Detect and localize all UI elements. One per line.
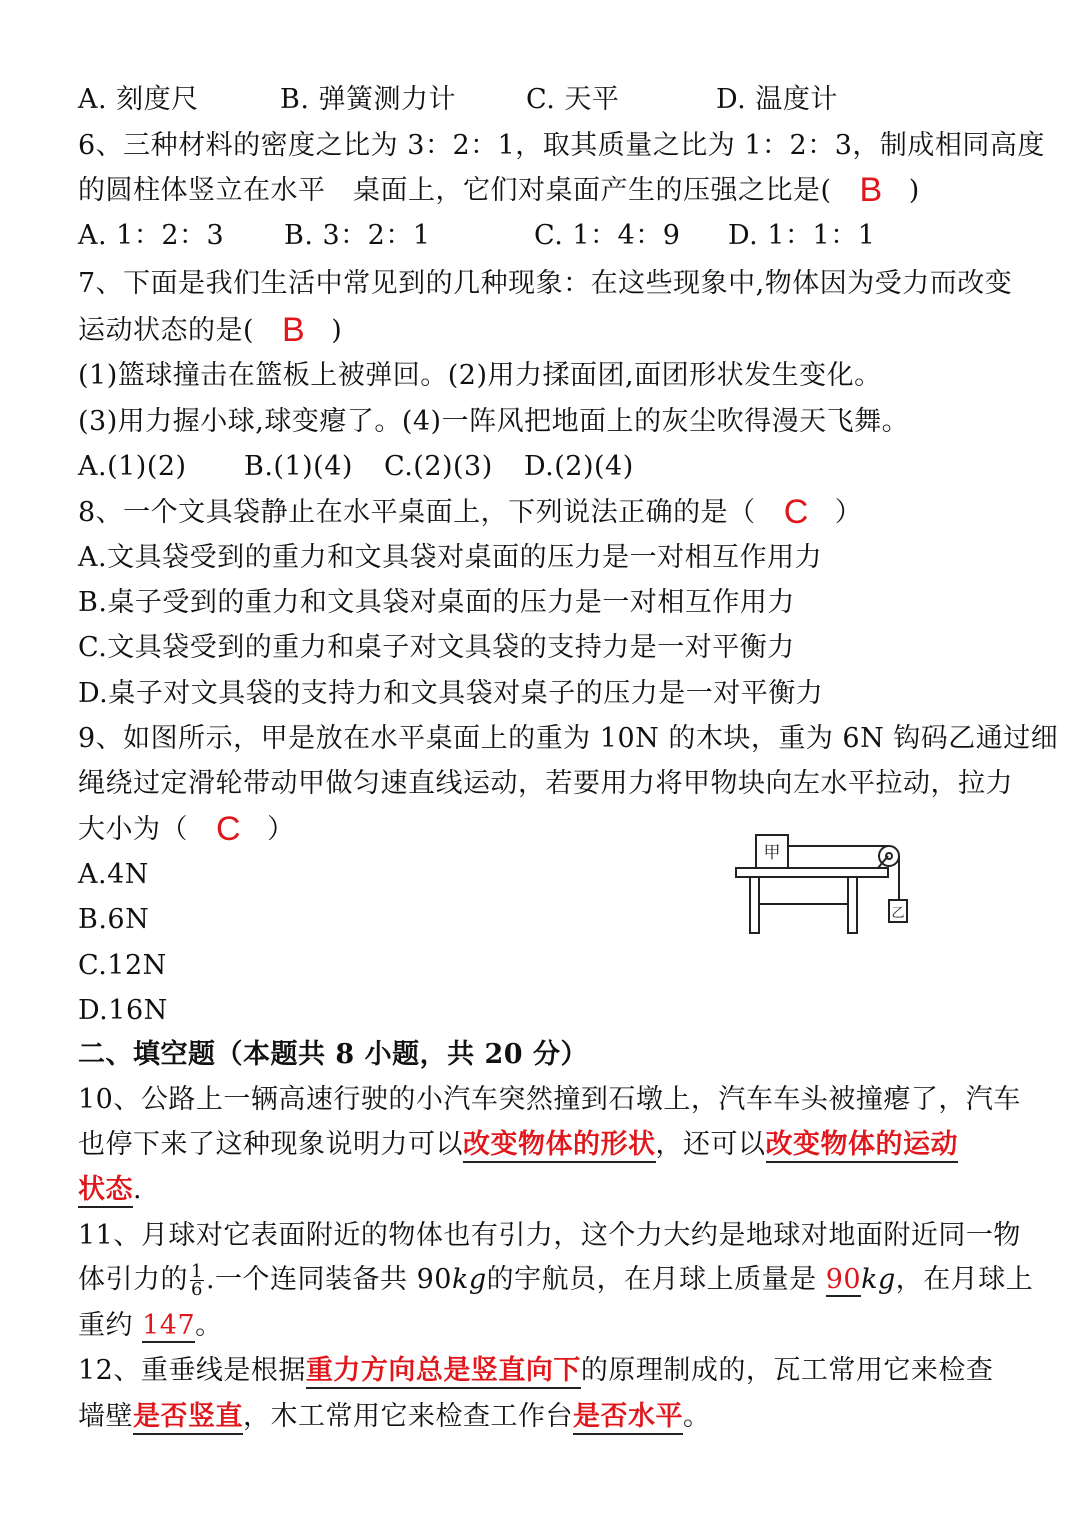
q10-line1: 10、公路上一辆高速行驶的小汽车突然撞到石墩上，汽车车头被撞瘪了，汽车 (78, 1084, 1021, 1115)
q8-close: ） (834, 497, 863, 528)
q9-stem-text: 大小为（ (78, 814, 188, 845)
table-top (736, 868, 888, 877)
q11-unit2: kg (861, 1264, 896, 1295)
q11-line3 (78, 1308, 223, 1344)
q6-close: ) (908, 175, 920, 206)
q9-close: ） (267, 814, 295, 845)
q7-option-b: B.(1)(4) (244, 451, 353, 482)
q9-option-c: C.12N (78, 950, 167, 981)
q11-line1: 11、月球对它表面附近的物体也有引力，这个力大约是地球对地面附近同一物 (78, 1220, 1021, 1251)
q10-text-pre: 也停下来了这种现象说明力可以 (78, 1129, 463, 1160)
q11-blank1: 90 (825, 1264, 862, 1295)
pulley-wheel (879, 846, 899, 866)
q10-blank2b: 状态 (78, 1174, 133, 1208)
q10-text-post: . (133, 1174, 143, 1205)
q7-option-a: A.(1)(2) (78, 451, 187, 482)
q7-option-c: C.(2)(3) (384, 451, 493, 482)
q8-option-d: D.桌子对文具袋的支持力和文具袋对桌子的压力是一对平衡力 (78, 678, 824, 709)
q7-answer: B (282, 311, 306, 349)
q8-option-b: B.桌子受到的重力和文具袋对桌面的压力是一对相互作用力 (78, 587, 795, 618)
block-label: 甲 (763, 843, 781, 863)
q10-blank1: 改变物体的形状 (463, 1129, 656, 1163)
q7-stem-line2 (78, 312, 342, 349)
q7-close: ) (331, 315, 343, 346)
q6-option-c: C. 1：4：9 (534, 220, 681, 251)
q6-stem-text: 的圆柱体竖立在水平 桌面上，它们对桌面产生的压强之比是( (78, 175, 832, 206)
q11-text-mid2: 的宇航员，在月球上质量是 (486, 1264, 826, 1295)
q7-stem-line1: 7、下面是我们生活中常见到的几种现象：在这些现象中,物体因为受力而改变 (78, 268, 1013, 299)
q11-blank2: 147 (142, 1310, 196, 1341)
pulley-axle (886, 853, 892, 859)
q11-text-mid: .一个连同装备共 90 (205, 1264, 452, 1295)
q9-stem-line2: 绳绕过定滑轮带动甲做匀速直线运动，若要用力将甲物块向左水平拉动，拉力 (78, 768, 1013, 799)
q12-blank2: 是否竖直 (133, 1401, 243, 1435)
q11-text-pre: 体引力的 (78, 1264, 188, 1295)
section2-heading: 二、填空题（本题共 8 小题，共 20 分） (78, 1039, 588, 1070)
q12-text-mid2: ，木工常用它来检查工作台 (243, 1401, 573, 1432)
q11-frac-num: 1 (191, 1261, 203, 1282)
q8-answer: C (783, 493, 809, 531)
q10-blank2a: 改变物体的运动 (766, 1129, 959, 1163)
q9-stem-line1: 9、如图所示，甲是放在水平桌面上的重为 10N 的木块，重为 6N 钩码乙通过细 (78, 723, 1059, 754)
q12-blank3: 是否水平 (573, 1401, 683, 1435)
q6-stem-line1: 6、三种材料的密度之比为 3：2：1，取其质量之比为 1：2：3，制成相同高度 (78, 130, 1045, 161)
q12-blank1: 重力方向总是竖直向下 (306, 1355, 581, 1389)
q5-option-d: D. 温度计 (716, 84, 838, 115)
q10-text-mid: ，还可以 (655, 1129, 766, 1160)
q10-line3 (78, 1172, 142, 1208)
table-leg-right (848, 877, 857, 933)
q12-text-pre2: 墙壁 (78, 1401, 133, 1432)
q11-fraction (190, 1263, 204, 1298)
q7-option-d: D.(2)(4) (524, 451, 634, 482)
q11-text-pre3: 重约 (78, 1310, 143, 1341)
q11-unit1: kg (451, 1264, 487, 1295)
q12-text-post2: 。 (683, 1401, 711, 1432)
q5-option-a: A. 刻度尺 (78, 84, 199, 115)
q10-line2 (78, 1127, 958, 1163)
table-leg-left (750, 877, 759, 933)
q12-line2 (78, 1399, 711, 1435)
q11-line2 (78, 1262, 1033, 1298)
q9-option-a: A.4N (78, 859, 149, 890)
q12-text-pre: 12、重垂线是根据 (78, 1355, 306, 1386)
q9-stem-line3 (78, 811, 295, 848)
pulley-table-figure (728, 828, 918, 938)
q12-text-post: 的原理制成的，瓦工常用它来检查 (580, 1355, 994, 1386)
q8-option-a: A.文具袋受到的重力和文具袋对桌面的压力是一对相互作用力 (78, 542, 823, 573)
q6-option-b: B. 3：2：1 (284, 220, 431, 251)
q6-answer: B (859, 171, 883, 209)
weight-label: 乙 (891, 906, 905, 921)
q6-option-d: D. 1：1：1 (728, 220, 876, 251)
q5-option-b: B. 弹簧测力计 (280, 84, 457, 115)
q12-line1 (78, 1353, 993, 1389)
q6-stem-line2 (78, 172, 920, 209)
q6-option-a: A. 1：2：3 (78, 220, 225, 251)
q9-option-b: B.6N (78, 904, 150, 935)
q8-stem-text: 8、一个文具袋静止在水平桌面上，下列说法正确的是（ (78, 497, 756, 528)
q8-stem (78, 494, 862, 531)
q11-frac-den: 6 (191, 1279, 203, 1300)
q7-items-1-2: (1)篮球撞击在篮板上被弹回。(2)用力揉面团,面团形状发生变化。 (78, 360, 882, 391)
q9-answer: C (216, 810, 242, 848)
q11-text-post3: 。 (195, 1310, 223, 1341)
q8-option-c: C.文具袋受到的重力和桌子对文具袋的支持力是一对平衡力 (78, 632, 795, 663)
q7-items-3-4: (3)用力握小球,球变瘪了。(4)一阵风把地面上的灰尘吹得漫天飞舞。 (78, 406, 910, 437)
q7-stem-text: 运动状态的是( (78, 315, 255, 346)
q5-option-c: C. 天平 (526, 84, 620, 115)
q9-option-d: D.16N (78, 995, 168, 1026)
q11-text-post: ，在月球上 (895, 1264, 1034, 1295)
